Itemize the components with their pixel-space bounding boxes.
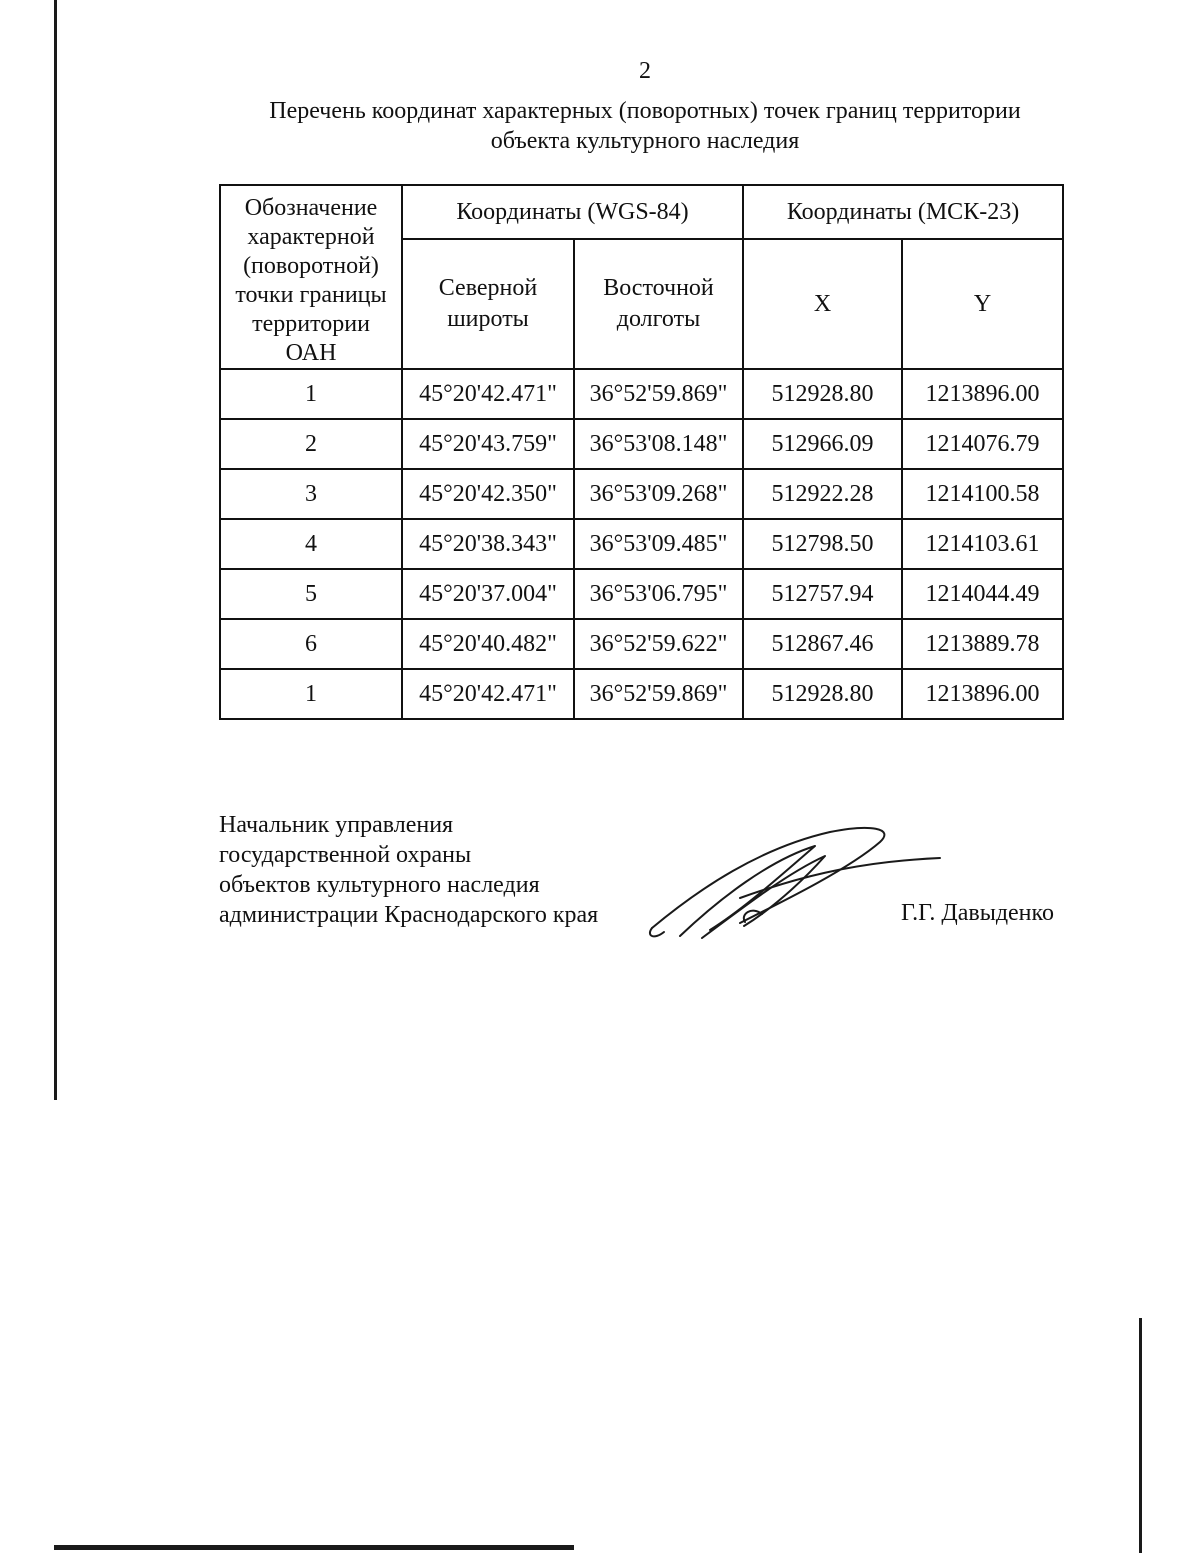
header-latitude [402, 239, 574, 369]
page-number: 2 [639, 58, 651, 84]
table-row [220, 469, 1063, 519]
cell-latitude: 45°20'37.004" [402, 569, 574, 619]
table-row [220, 669, 1063, 719]
cell-longitude: 36°52'59.622" [574, 619, 743, 669]
scan-edge-bottom [54, 1545, 574, 1550]
cell-y: 1213896.00 [902, 669, 1063, 719]
coordinates-table [219, 184, 1064, 720]
signer-position-line: государственной охраны [219, 842, 472, 868]
signer-position-line: администрации Краснодарского края [219, 902, 599, 928]
cell-longitude: 36°53'09.485" [574, 519, 743, 569]
header-point-line: (поворотной) [243, 253, 379, 279]
cell-y: 1213889.78 [902, 619, 1063, 669]
header-latitude-line: Северной [438, 275, 538, 302]
header-point-line: ОАН [285, 340, 337, 366]
cell-point: 1 [220, 669, 402, 719]
cell-x: 512966.09 [743, 419, 902, 469]
cell-x: 512867.46 [743, 619, 902, 669]
header-point-line: точки границы [235, 282, 387, 308]
cell-x: 512757.94 [743, 569, 902, 619]
cell-x: 512798.50 [743, 519, 902, 569]
cell-y: 1214076.79 [902, 419, 1063, 469]
cell-point: 1 [220, 369, 402, 419]
cell-y: 1214103.61 [902, 519, 1063, 569]
signer-name: Г.Г. Давыденко [901, 900, 1054, 926]
cell-latitude: 45°20'40.482" [402, 619, 574, 669]
table-row [220, 419, 1063, 469]
scan-edge-left [54, 0, 57, 1100]
header-y: Y [902, 239, 1063, 369]
header-latitude-line: широты [447, 306, 529, 333]
header-longitude-line: Восточной [603, 275, 714, 302]
table-row [220, 569, 1063, 619]
cell-x: 512928.80 [743, 669, 902, 719]
cell-point: 6 [220, 619, 402, 669]
cell-longitude: 36°52'59.869" [574, 669, 743, 719]
cell-point: 3 [220, 469, 402, 519]
table-row [220, 619, 1063, 669]
cell-latitude: 45°20'42.350" [402, 469, 574, 519]
scan-edge-right [1139, 1318, 1142, 1553]
cell-longitude: 36°53'08.148" [574, 419, 743, 469]
header-longitude-line: долготы [616, 306, 701, 333]
document-title-line-2: объекта культурного наследия [490, 128, 800, 154]
signer-position [219, 810, 598, 930]
cell-y: 1214100.58 [902, 469, 1063, 519]
cell-point: 5 [220, 569, 402, 619]
table-row [220, 519, 1063, 569]
table-row [220, 369, 1063, 419]
cell-latitude: 45°20'42.471" [402, 669, 574, 719]
cell-point: 4 [220, 519, 402, 569]
header-point-designation [220, 185, 402, 369]
cell-y: 1213896.00 [902, 369, 1063, 419]
cell-latitude: 45°20'38.343" [402, 519, 574, 569]
cell-x: 512928.80 [743, 369, 902, 419]
header-longitude [574, 239, 743, 369]
cell-longitude: 36°53'09.268" [574, 469, 743, 519]
cell-y: 1214044.49 [902, 569, 1063, 619]
cell-x: 512922.28 [743, 469, 902, 519]
cell-longitude: 36°53'06.795" [574, 569, 743, 619]
signer-position-line: объектов культурного наследия [219, 872, 540, 898]
header-point-line: Обозначение [244, 195, 378, 221]
header-x: X [743, 239, 902, 369]
header-msk23: Координаты (МСК-23) [743, 185, 1063, 239]
handwritten-signature [640, 818, 950, 948]
document-title [200, 96, 1090, 156]
cell-point: 2 [220, 419, 402, 469]
signer-position-line: Начальник управления [219, 812, 454, 838]
header-point-line: характерной [247, 224, 375, 250]
header-point-line: территории [252, 311, 370, 337]
header-wgs84: Координаты (WGS-84) [402, 185, 743, 239]
cell-latitude: 45°20'43.759" [402, 419, 574, 469]
document-title-line-1: Перечень координат характерных (поворотных) точек границ территории [269, 98, 1021, 124]
cell-latitude: 45°20'42.471" [402, 369, 574, 419]
cell-longitude: 36°52'59.869" [574, 369, 743, 419]
